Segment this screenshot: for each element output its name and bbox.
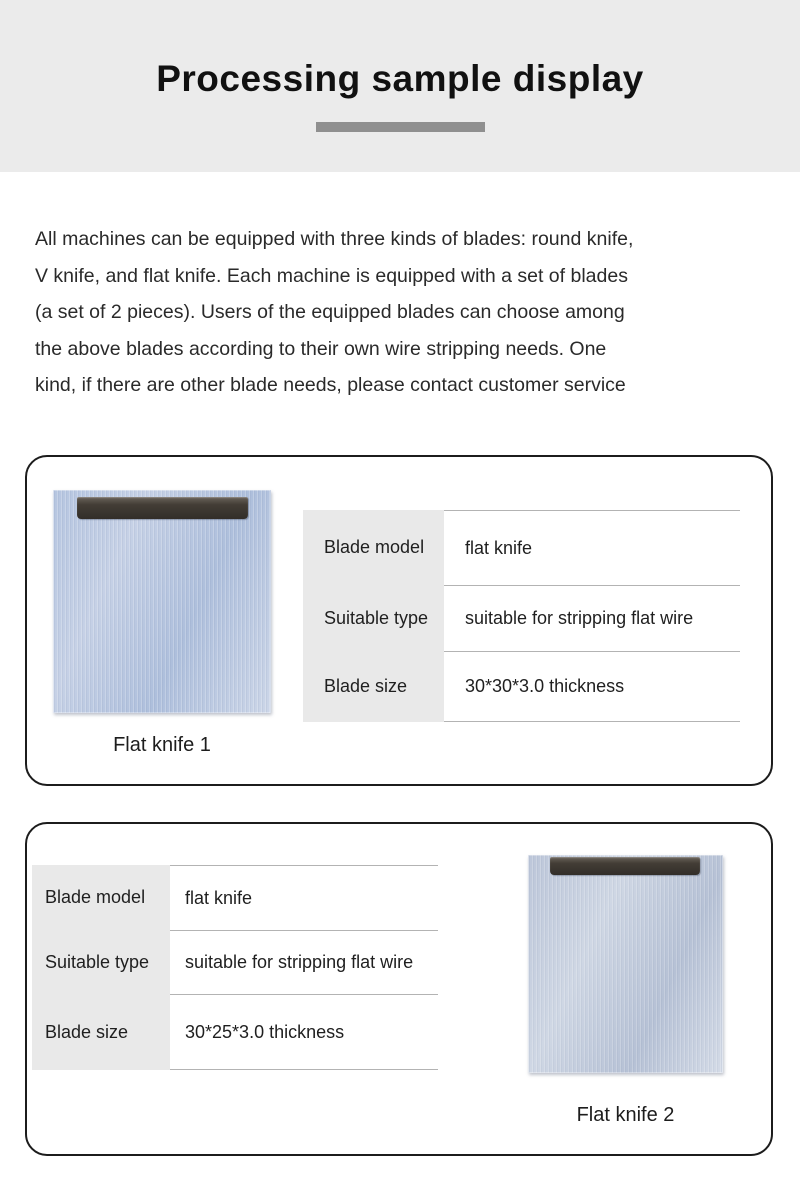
photo-caption: Flat knife 2 (576, 1104, 675, 1126)
spec-table (32, 865, 438, 1070)
intro-line: (a set of 2 pieces). Users of the equipped blades can choose among (35, 301, 625, 324)
intro-line: All machines can be equipped with three kinds of blades: round knife, (35, 228, 634, 250)
spec-value: flat knife (444, 510, 740, 585)
spec-value: suitable for stripping flat wire (444, 585, 740, 651)
flat-knife-2-photo (528, 855, 723, 1073)
photo-caption: Flat knife 1 (113, 734, 211, 756)
title-underline-bar (316, 122, 485, 132)
intro-line: kind, if there are other blade needs, please contact customer service (35, 374, 626, 397)
spec-label: Blade model (303, 510, 444, 585)
spec-value: 30*30*3.0 thickness (444, 651, 740, 722)
spec-value: suitable for stripping flat wire (170, 930, 438, 994)
intro-line: V knife, and flat knife. Each machine is equipped with a set of blades (35, 264, 628, 287)
page-title: Processing sample display (156, 58, 644, 99)
intro-paragraph (35, 221, 775, 404)
spec-label: Suitable type (32, 930, 170, 994)
blade-notch-shape (77, 497, 248, 519)
intro-line: the above blades according to their own wire stripping needs. One (35, 337, 607, 360)
header-banner (0, 0, 800, 172)
spec-value: flat knife (170, 865, 438, 930)
spec-label: Suitable type (303, 585, 444, 651)
blade-notch-shape (550, 857, 700, 875)
spec-table (303, 510, 740, 722)
flat-knife-1-photo (53, 490, 271, 713)
spec-label: Blade size (32, 994, 170, 1070)
spec-label: Blade size (303, 651, 444, 722)
product-card-flat-knife-2 (25, 822, 773, 1156)
spec-value: 30*25*3.0 thickness (170, 994, 438, 1070)
spec-label: Blade model (32, 865, 170, 930)
product-card-flat-knife-1 (25, 455, 773, 786)
